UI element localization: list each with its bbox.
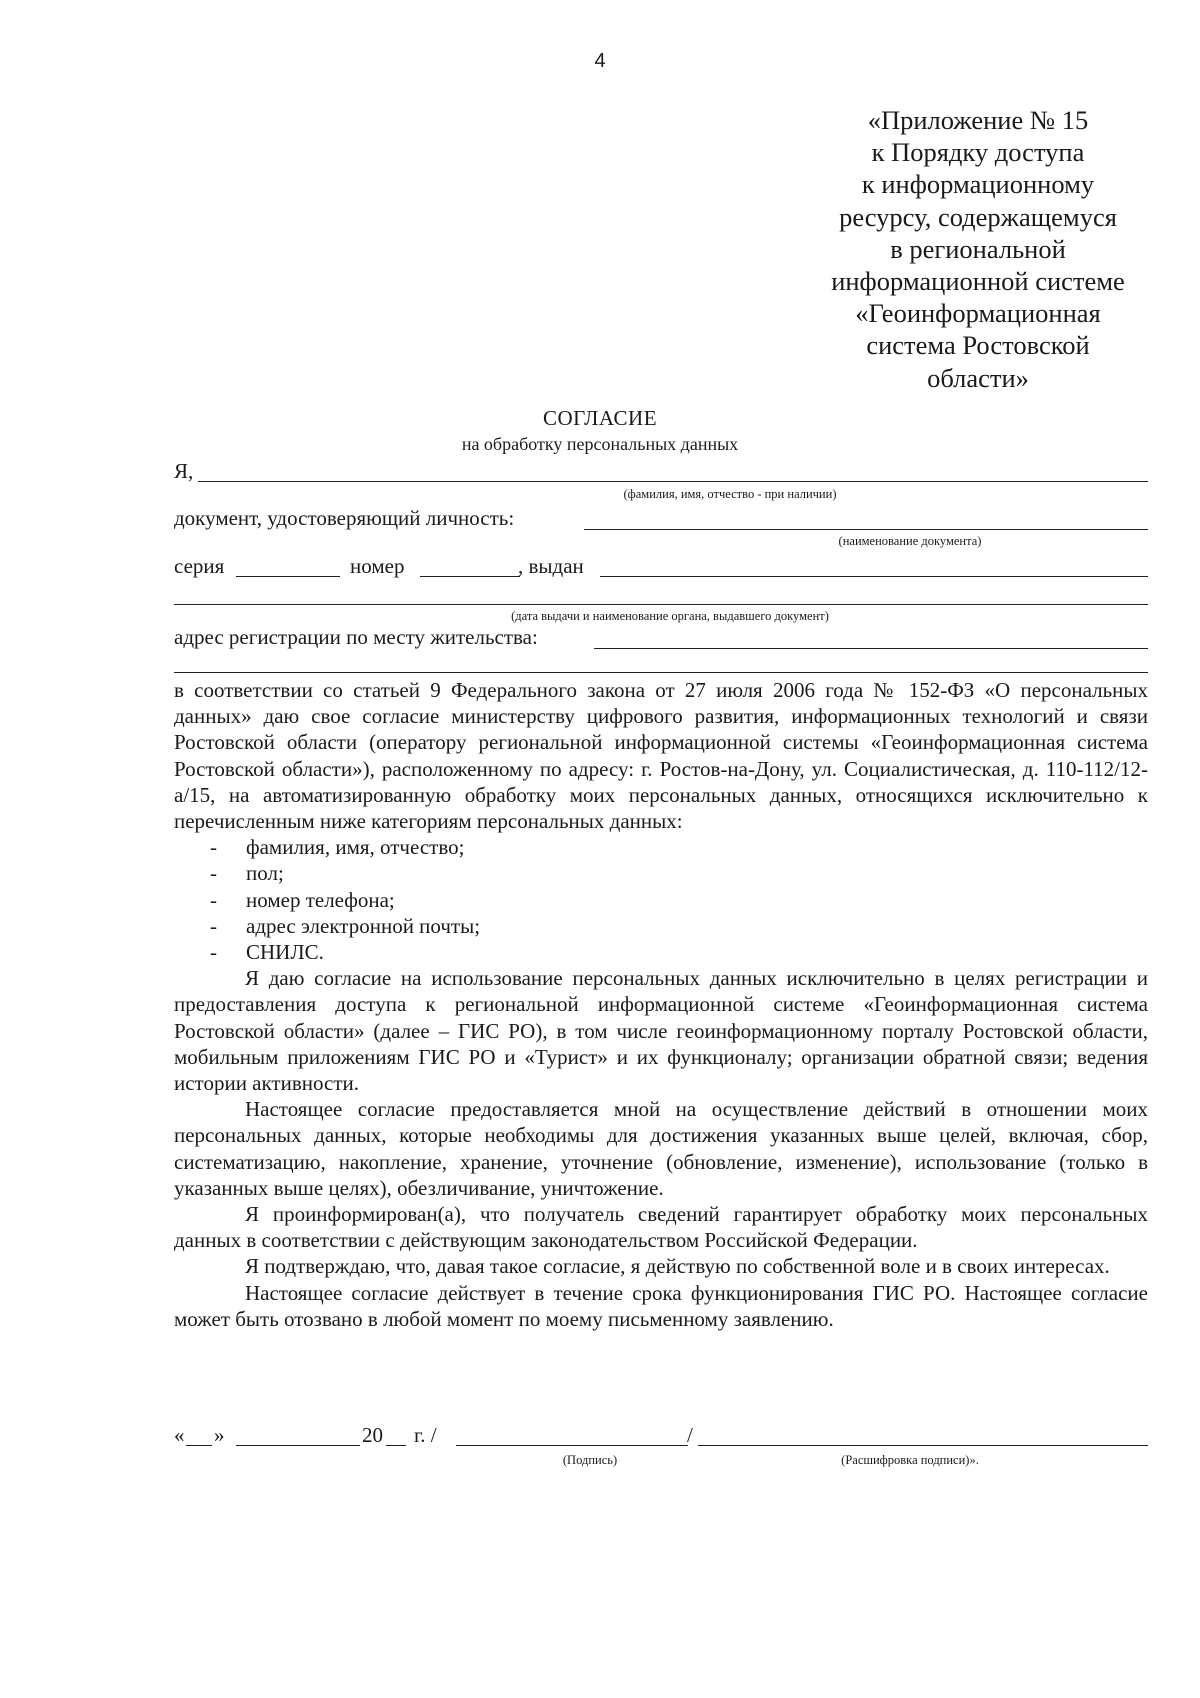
year-prefix: 20 bbox=[362, 1423, 383, 1447]
issued-line[interactable] bbox=[600, 576, 1148, 577]
number-label: номер bbox=[350, 554, 405, 578]
document-subtitle: на обработку персональных данных bbox=[461, 434, 739, 454]
confirm-paragraph: Я подтверждаю, что, давая такое согласие, я действую по собственной воле и в своих интересах. bbox=[245, 1254, 1110, 1279]
appendix-line: «Приложение № 15 bbox=[867, 105, 1089, 135]
list-item bbox=[174, 913, 1148, 939]
i-label: Я, bbox=[174, 459, 194, 483]
dash: - bbox=[210, 887, 217, 912]
decode-hint: (Расшифровка подписи)». bbox=[841, 1453, 979, 1467]
issued-label: , выдан bbox=[518, 554, 584, 578]
actions-paragraph: Настоящее согласие предоставляется мной на осуществление действий в отношении моих персональных данных, которые необходимы для достижения указанных выше целей, включая, сбор, систематизацию, накопление, хранение, уточнение (обновление, изменение), использование (только в указанных выше целях), обезличивание, уничтожение. bbox=[174, 1097, 1148, 1200]
signature-line[interactable] bbox=[456, 1445, 688, 1446]
document-label: документ, удостоверяющий личность: bbox=[174, 506, 515, 530]
appendix-line: в региональной bbox=[890, 233, 1066, 264]
document-title: СОГЛАСИЕ bbox=[542, 406, 658, 430]
fio-line[interactable] bbox=[198, 481, 1148, 482]
slash: / bbox=[687, 1423, 693, 1447]
appendix-line: «Геоинформационная bbox=[855, 298, 1101, 329]
year-suffix: г. / bbox=[414, 1423, 437, 1447]
purpose-paragraph: Я даю согласие на использование персональных данных исключительно в целях регистрации и предоставления доступа к региональной информационной системе «Геоинформационная система Ростовской области» (далее – ГИС РО), в том числе геоинформационному порталу Ростовской области, мобильным приложениям ГИС РО и «Турист» и их функционалу; организации обратной связи; ведения истории активности. bbox=[174, 966, 1148, 1096]
dash: - bbox=[210, 835, 217, 860]
appendix-line: к Порядку доступа bbox=[871, 137, 1085, 168]
decode-line[interactable] bbox=[698, 1445, 1148, 1446]
list-item bbox=[174, 887, 1148, 913]
month-line[interactable] bbox=[236, 1445, 360, 1446]
validity-paragraph: Настоящее согласие действует в течение срока функционирования ГИС РО. Настоящее согласие может быть отозвано в любой момент по моему письменному заявлению. bbox=[174, 1280, 1148, 1331]
intro-paragraph: в соответствии со статьей 9 Федерального закона от 27 июля 2006 года № 152-ФЗ «О персональных данных» даю свое согласие министерству цифрового развития, информационных технологий и связи Ростовской области (оператору региональной информационной системы «Геоинформационная система Ростовской области»), расположенному по адресу: г. Ростов-на-Дону, ул. Социалистическая, д. 110-112/12-а/15, на автоматизированную обработку моих персональных данных, относящихся исключительно к перечисленным ниже категориям персональных данных: bbox=[174, 678, 1148, 834]
number-line[interactable] bbox=[420, 576, 520, 577]
list-item bbox=[174, 860, 1148, 886]
list-item bbox=[174, 834, 1148, 860]
page-number: 4 bbox=[594, 50, 606, 72]
document-hint: (наименование документа) bbox=[838, 534, 982, 548]
issue-hint: (дата выдачи и наименование органа, выдавшего документ) bbox=[511, 609, 829, 623]
issue-details-line[interactable] bbox=[174, 604, 1148, 605]
dash: - bbox=[210, 940, 217, 965]
day-line[interactable] bbox=[186, 1445, 212, 1446]
document-line[interactable] bbox=[584, 529, 1148, 530]
appendix-line: области» bbox=[927, 362, 1029, 393]
signature-row bbox=[174, 1423, 1148, 1453]
address-line[interactable] bbox=[594, 648, 1148, 649]
category-text: пол; bbox=[246, 861, 284, 886]
appendix-line: ресурсу, содержащемуся bbox=[839, 201, 1117, 232]
appendix-line: информационной системе bbox=[831, 266, 1125, 297]
appendix-header bbox=[808, 104, 1148, 394]
informed-paragraph: Я проинформирован(а), что получатель сведений гарантирует обработку моих персональных данных в соответствии с действующим законодательством Российской Федерации. bbox=[174, 1202, 1148, 1253]
series-label: серия bbox=[174, 554, 225, 578]
consent-body bbox=[174, 677, 1148, 1332]
dash: - bbox=[210, 913, 217, 938]
list-item bbox=[174, 939, 1148, 965]
category-text: адрес электронной почты; bbox=[246, 913, 481, 938]
category-text: фамилия, имя, отчество; bbox=[246, 835, 465, 860]
open-quote: « bbox=[174, 1423, 185, 1447]
address-label: адрес регистрации по месту жительства: bbox=[174, 625, 538, 649]
close-quote: » bbox=[214, 1423, 225, 1447]
sign-hint: (Подпись) bbox=[562, 1453, 618, 1467]
category-text: номер телефона; bbox=[246, 887, 395, 912]
address-line-2[interactable] bbox=[174, 672, 1148, 673]
dash: - bbox=[210, 861, 217, 886]
fio-hint: (фамилия, имя, отчество - при наличии) bbox=[623, 487, 837, 501]
appendix-line: к информационному bbox=[861, 169, 1095, 200]
category-text: СНИЛС. bbox=[246, 940, 324, 965]
series-line[interactable] bbox=[236, 576, 340, 577]
categories-list bbox=[174, 834, 1148, 965]
year-line[interactable] bbox=[386, 1445, 406, 1446]
appendix-line: система Ростовской bbox=[866, 330, 1090, 361]
